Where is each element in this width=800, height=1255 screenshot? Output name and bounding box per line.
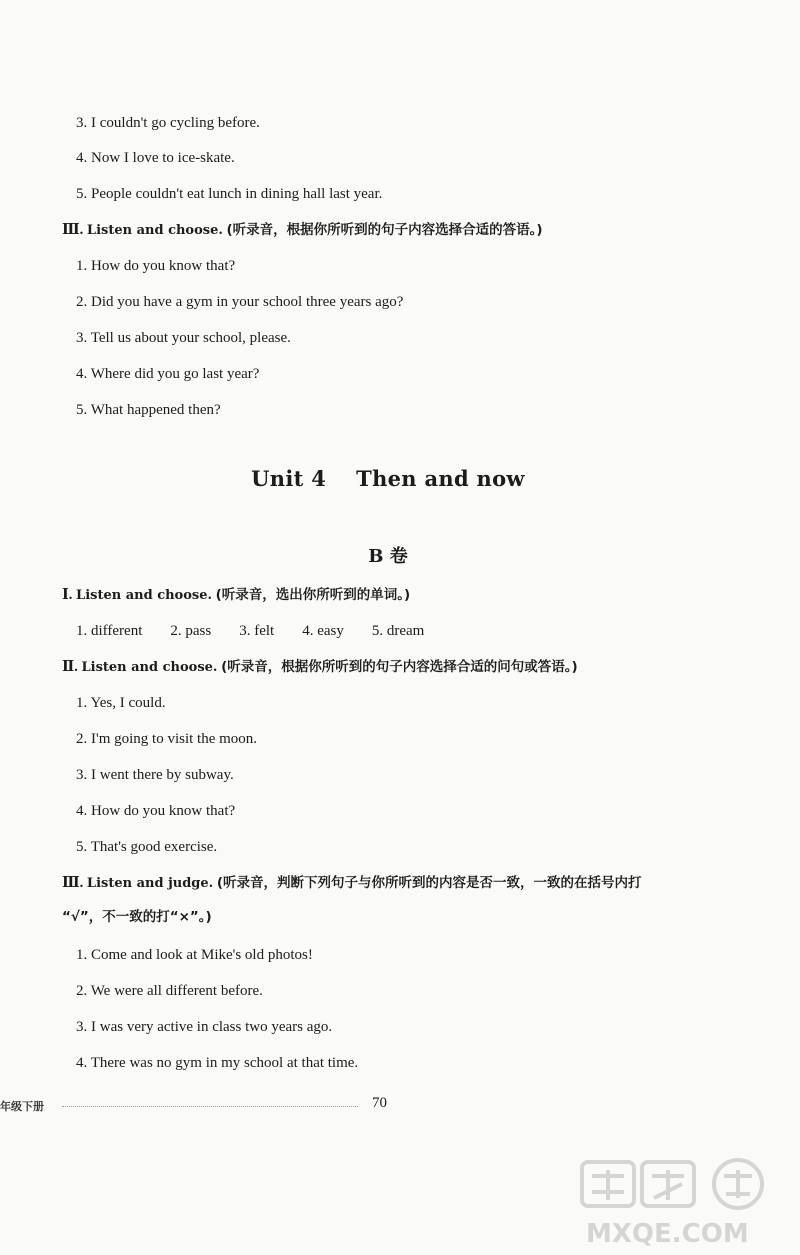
unit-name: Then and now (356, 466, 525, 491)
word-list (76, 621, 452, 641)
section-instruction-zh: (听录音，根据你所听到的句子内容选择合适的问句或答语。) (221, 659, 578, 675)
section-heading (62, 657, 578, 678)
list-item: 1. How do you know that? (76, 258, 236, 274)
watermark-logo (578, 1158, 788, 1250)
list-item: 3. I couldn't go cycling before. (76, 115, 260, 131)
watermark-text: MXQE.COM (586, 1219, 749, 1249)
section-instruction-zh: (听录音，判断下列句子与你所听到的内容是否一致，一致的在括号内打 (216, 875, 642, 891)
list-item: 2. Did you have a gym in your school three years ago? (76, 294, 404, 310)
part-title: B 卷 (368, 546, 408, 567)
list-item: 4. Where did you go last year? (76, 366, 260, 382)
word-item: 5. dream (371, 623, 425, 639)
section-heading (62, 585, 410, 606)
section-instruction-zh: (听录音，选出你所听到的单词。) (215, 587, 411, 603)
footer-label: 年级下册 (0, 1100, 44, 1113)
word-item: 2. pass (170, 623, 212, 639)
page-number: 70 (372, 1095, 387, 1111)
section-number: Ⅲ. (62, 875, 84, 891)
list-item: 1. Yes, I could. (76, 695, 166, 711)
list-item: 5. People couldn't eat lunch in dining hall last year. (76, 186, 383, 202)
list-item: 5. What happened then? (76, 402, 221, 418)
list-item: 3. I was very active in class two years ago. (76, 1019, 333, 1035)
section-number: Ⅲ. (62, 222, 84, 238)
section-instruction-en: Listen and choose. (76, 588, 213, 603)
list-item: 2. I'm going to visit the moon. (76, 731, 258, 747)
word-item: 3. felt (239, 623, 275, 639)
section-instruction-en: Listen and judge. (86, 876, 214, 891)
section-instruction-continued (62, 907, 212, 927)
list-item: 4. How do you know that? (76, 803, 236, 819)
section-instruction-zh-cont: “√”，不一致的打“×”。) (62, 909, 212, 925)
section-instruction-en: Listen and choose. (81, 660, 218, 675)
section-instruction-en: Listen and choose. (86, 223, 223, 238)
list-item: 3. Tell us about your school, please. (76, 330, 291, 346)
section-number: Ⅰ. (62, 587, 73, 603)
list-item: 1. Come and look at Mike's old photos! (76, 947, 313, 963)
unit-label: Unit 4 (251, 466, 327, 491)
word-item: 1. different (76, 623, 143, 639)
list-item: 2. We were all different before. (76, 983, 263, 999)
section-heading (62, 220, 543, 241)
list-item: 4. Now I love to ice-skate. (76, 150, 235, 166)
footer-divider (62, 1106, 358, 1107)
unit-title (0, 466, 776, 491)
section-number: Ⅱ. (62, 659, 78, 675)
word-item: 4. easy (302, 623, 344, 639)
list-item: 4. There was no gym in my school at that time. (76, 1055, 359, 1071)
section-instruction-zh: (听录音，根据你所听到的句子内容选择合适的答语。) (226, 222, 543, 238)
list-item: 5. That's good exercise. (76, 839, 218, 855)
section-heading (62, 873, 642, 894)
list-item: 3. I went there by subway. (76, 767, 234, 783)
